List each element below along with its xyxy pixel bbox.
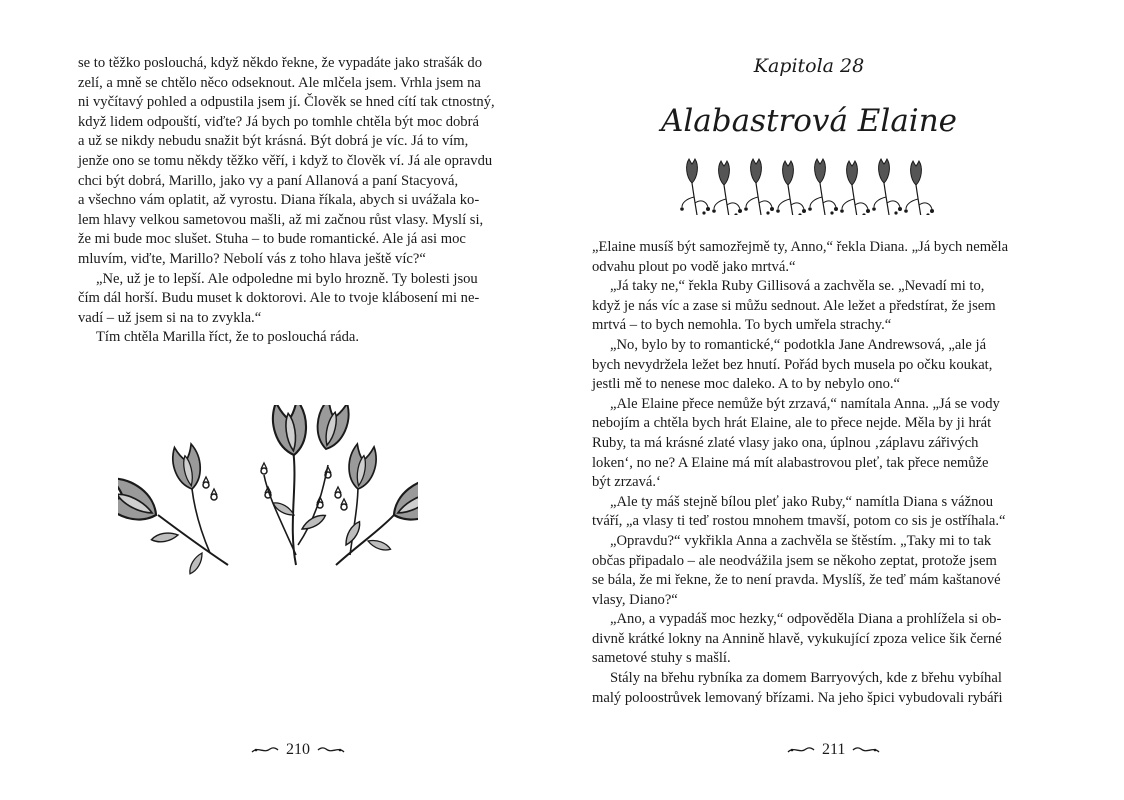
chapter-label: Kapitola 28: [753, 55, 865, 77]
text-line: nebojím a chtěla bych hrát Elaine, ale to přece nejde. Měla by ji hrát: [592, 415, 992, 432]
flourish-icon: [316, 744, 346, 756]
text-line: loken‘, no ne? A Elaine má mít alabastrovou pleť, tak přece nemůže: [592, 454, 989, 471]
page-number-text: 210: [286, 741, 310, 758]
text-line: když lidem odpouští, viďte? Já bych po tomhle chtěla být moc dobrá: [78, 113, 479, 130]
text-line: lem hlavy velkou sametovou mašli, až mi začnou růst vlasy. Myslí si,: [78, 211, 484, 228]
text-line: bych nevydržela ležet bez hnutí. Pořád bych musela po očku koukat,: [592, 356, 993, 373]
text-line: se bála, že mi řekne, že to není pravda. Myslíš, že teď mám kaštanové: [592, 572, 1001, 589]
flourish-icon: [250, 744, 280, 756]
text-line: mluvím, viďte, Marillo? Nebolí vás z toho hlava ještě víc?“: [78, 250, 426, 267]
text-line: „Opravdu?“ vykřikla Anna a zachvěla se štěstím. „Taky mi to tak: [610, 532, 992, 549]
text-line: „Elaine musíš být samozřejmě ty, Anno,“ řekla Diana. „Já bych neměla: [592, 239, 1009, 255]
text-line: „Já taky ne,“ řekla Ruby Gillisová a zachvěla se. „Nevadí mi to,: [610, 278, 985, 295]
text-line: občas připadalo – ale neodvážila jsem se někoho zeptat, protože jsem: [592, 552, 997, 569]
text-line: tváří, „a vlasy ti teď rostou mnohem tmavší, potom co sis je ostříhala.“: [592, 513, 1006, 530]
text-line: že mi bude moc slušet. Stuha – to bude romantické. Ale já asi moc: [78, 231, 466, 248]
text-line: a všechno vám oplatit, až vyrostu. Diana říkala, abych si uvážala ko-: [78, 192, 480, 209]
text-line: se to těžko poslouchá, když někdo řekne, že vypadáte jako strašák do: [78, 55, 483, 71]
text-line: „Ne, už je to lepší. Ale odpoledne mi bylo hrozně. Ty bolesti jsou: [96, 270, 478, 287]
text-line: chci být dobrá, Marillo, jako vy a paní Allanová a paní Stacyová,: [78, 172, 459, 189]
text-line: divně krátké lokny na Annině hlavě, vykukující zpoza velice šik černé: [592, 630, 1002, 647]
right-page-text: [592, 238, 1047, 708]
text-line: když je nás víc a zase si můžu sednout. Ale ležet a předstírat, že jsem: [592, 297, 996, 314]
text-line: jenže ono se tomu někdy těžko věří, i když to člověk ví. Já ale opravdu: [78, 152, 493, 169]
page-number-left: [250, 741, 346, 759]
text-line: ni vyčítavý pohled a odpustila jsem jí. Člověk se hned cítí tak ctnostný,: [78, 94, 495, 111]
text-line: Tím chtěla Marilla říct, že to poslouchá ráda.: [96, 329, 359, 346]
flourish-icon: [851, 744, 881, 756]
flourish-icon: [786, 744, 816, 756]
text-line: Ruby, ta má krásné zlaté vlasy jako ona, úplnou ‚záplavu zářivých: [592, 434, 979, 451]
text-line: Stály na břehu rybníka za domem Barryových, kde z břehu vybíhal: [610, 670, 1002, 687]
text-line: „Ale ty máš stejně bílou pleť jako Ruby,“ namítla Diana s vážnou: [610, 493, 994, 510]
text-line: jestli mě to nenese moc daleko. A to by nebylo ono.“: [592, 376, 901, 393]
left-page-text: [78, 54, 518, 348]
text-line: vadí – už jsem si na to zvykla.“: [78, 309, 262, 326]
text-line: být zrzavá.‘: [592, 474, 661, 491]
text-line: malý poloostrůvek lemovaný břízami. Na jeho špici vybudovali rybáři: [592, 689, 1003, 706]
text-line: a už se nikdy nebudu snažit být krásná. Být dobrá je víc. Já to vím,: [78, 133, 469, 150]
three-tulip-bouquets-illustration: [118, 405, 418, 575]
text-line: sametové stuhy s mašlí.: [592, 650, 731, 667]
page-number-right: [786, 741, 881, 759]
floral-border-icon: [678, 155, 942, 215]
text-line: odvahu plout po vodě jako mrtvá.“: [592, 258, 796, 275]
page-number-text: 211: [822, 741, 846, 758]
text-line: mrtvá – to bych nemohla. To bych umřela strachy.“: [592, 317, 892, 334]
text-line: „No, bylo by to romantické,“ podotkla Jane Andrewsová, „ale já: [610, 336, 987, 353]
text-line: „Ano, a vypadáš moc hezky,“ odpověděla Diana a prohlížela si ob-: [610, 611, 1002, 628]
text-line: vlasy, Diano?“: [592, 591, 678, 608]
text-line: zelí, a mně se chtělo něco odseknout. Ale mlčela jsem. Vrhla jsem na: [78, 74, 481, 91]
chapter-title: Alabastrová Elaine: [660, 103, 958, 139]
right-page: [562, 0, 1124, 800]
text-line: „Ale Elaine přece nemůže být zrzavá,“ namítala Anna. „Já se vody: [610, 395, 1000, 412]
text-line: čím dál horší. Budu muset k doktorovi. Ale to tvoje klábosení mi ne-: [78, 290, 480, 307]
